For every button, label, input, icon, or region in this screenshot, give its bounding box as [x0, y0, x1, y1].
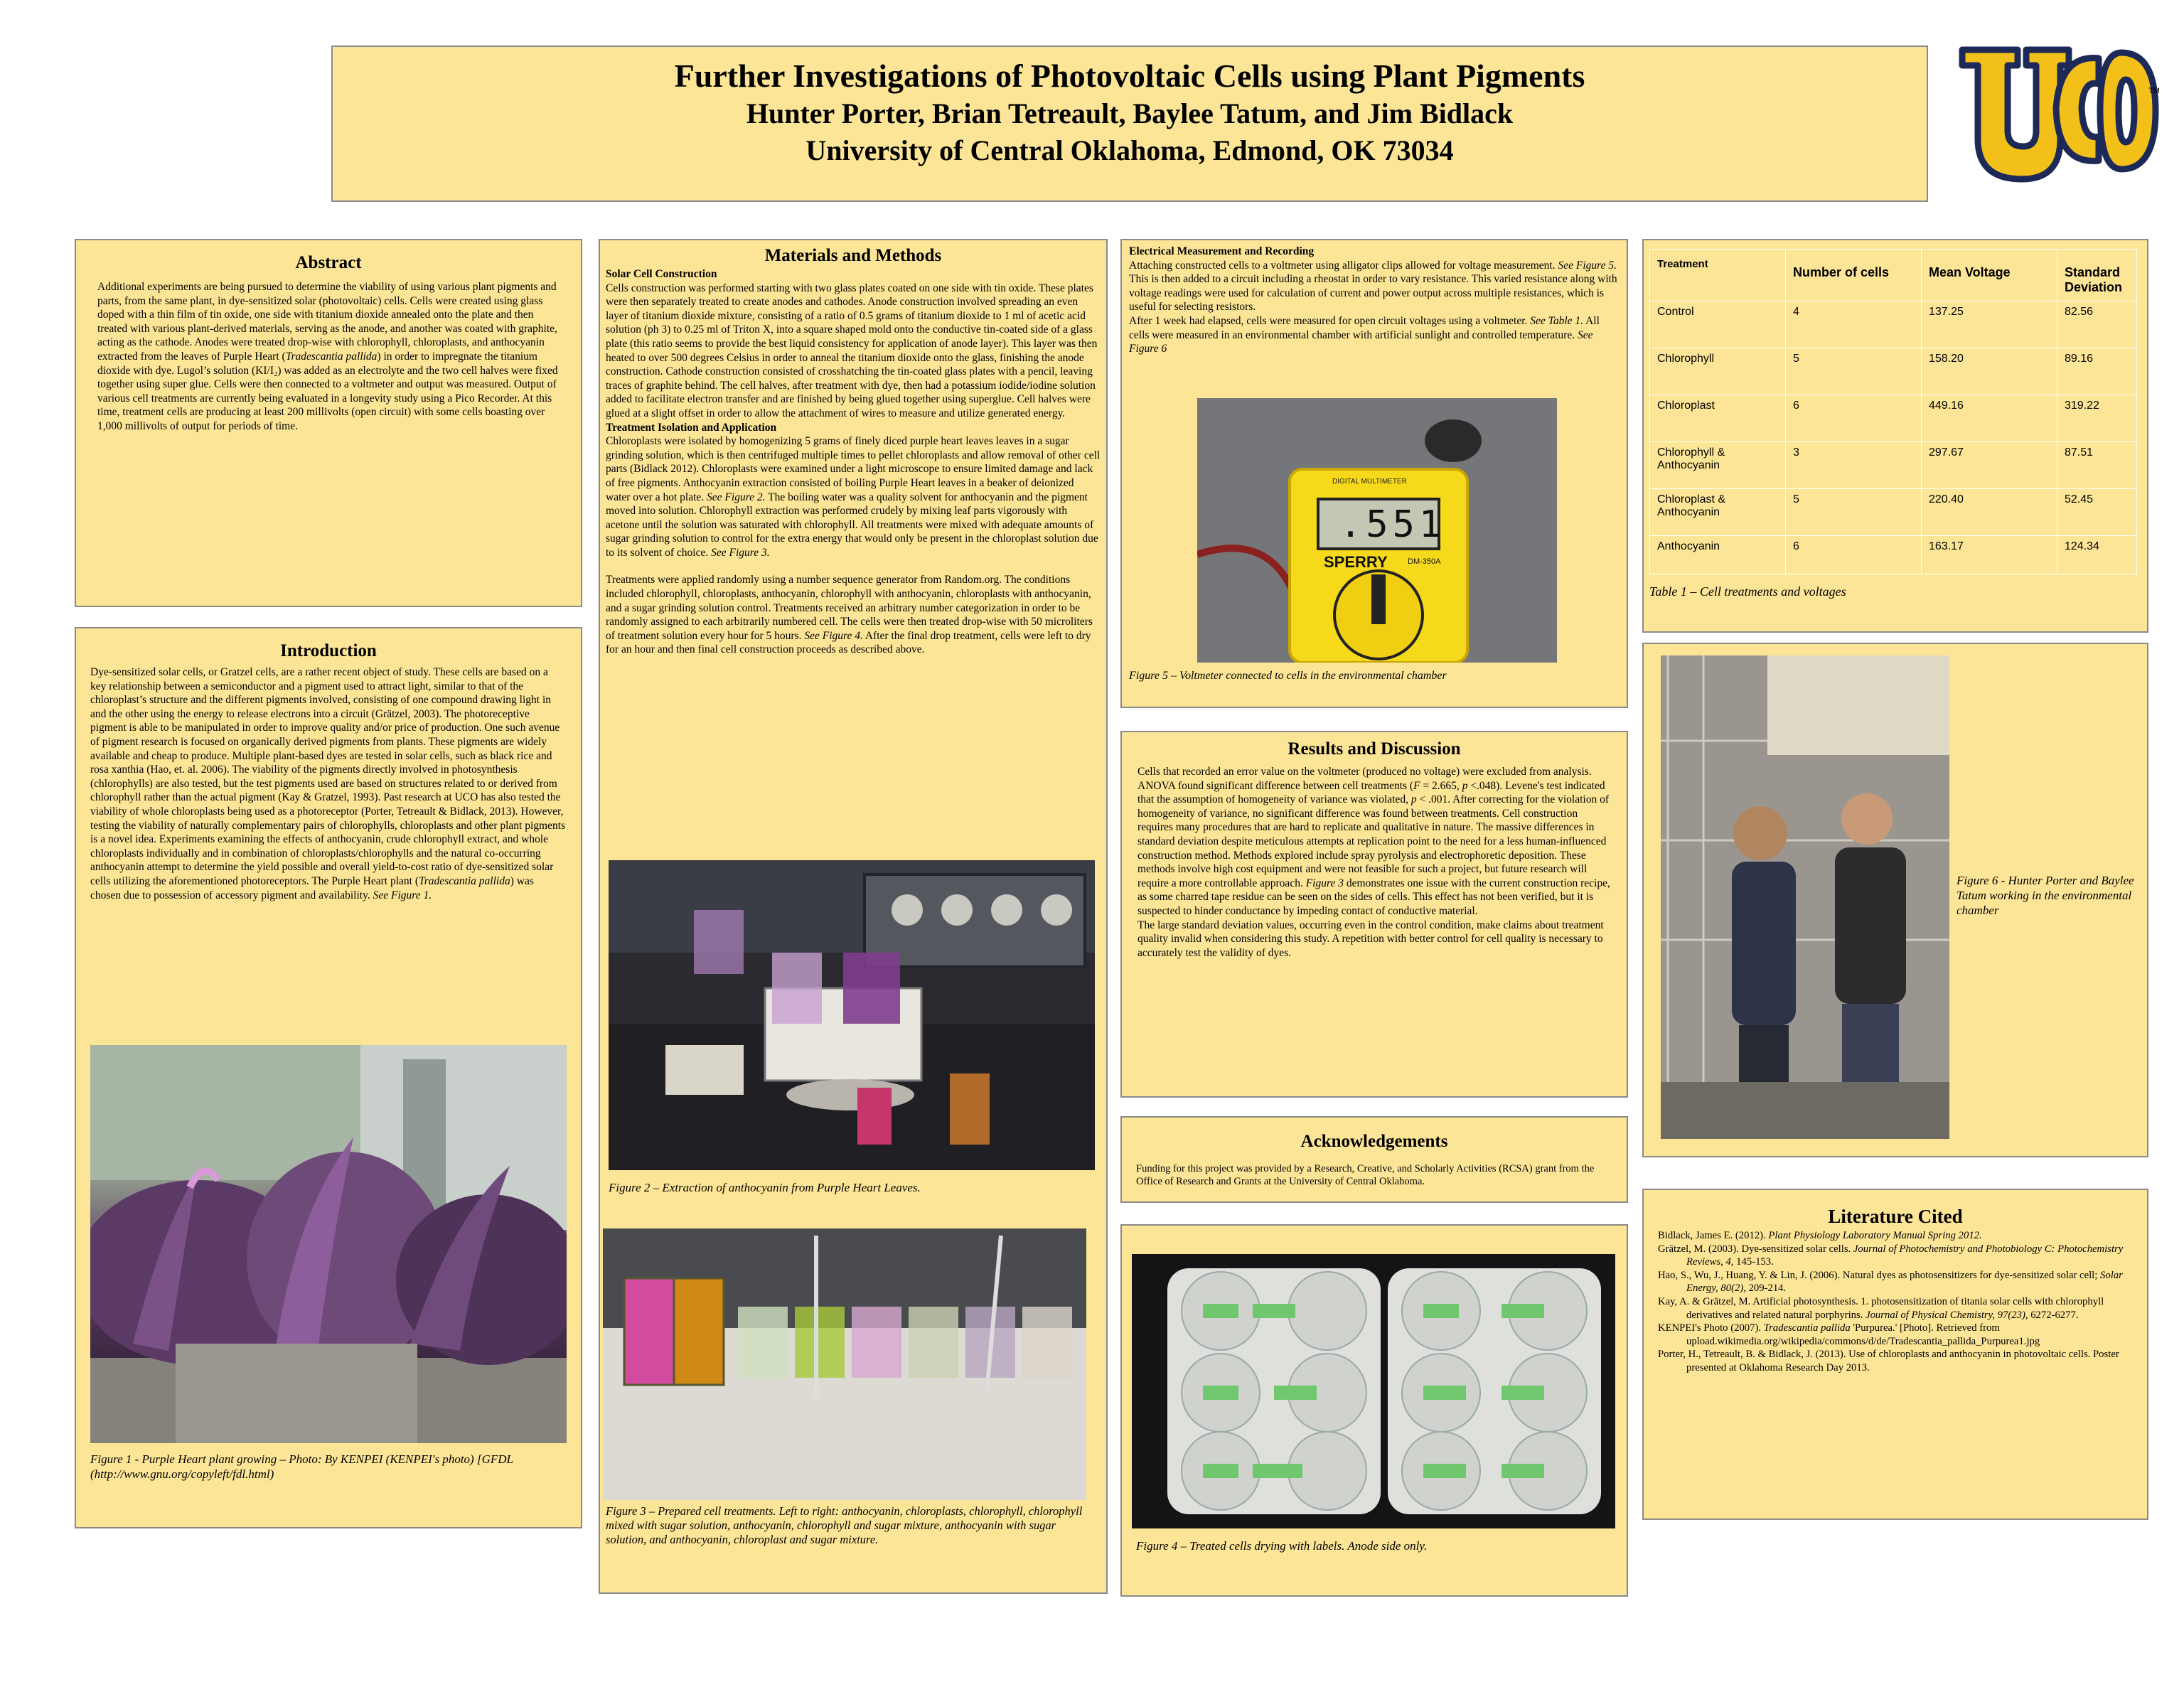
- table-cell: Chlorophyll: [1650, 348, 1786, 395]
- reference-italic: Journal of Photochemistry and Photobiology C: Photochemistry Reviews, 4,: [1686, 1243, 2124, 1268]
- introduction-text: [90, 665, 567, 902]
- methods-text-3: [606, 573, 1101, 657]
- methods-text-2a: Chloroplasts were isolated by homogenizing 5 grams of finely diced purple heart leaves leaves in a sugar grinding solution, which is then centrifuged multiple times to pellet chloroplasts and allow removal of other cell parts (Bidlack 2012). Chloroplasts were examined under a light microscope to ensure limited damage and lack of free pigments. Anthocyanin extraction consisted of boiling Purple Heart leaves in a beaker of deionized water over a hot plate.: [606, 435, 1101, 503]
- table-header: Treatment: [1650, 250, 1786, 301]
- figure3-photo: [603, 1228, 1086, 1500]
- reference-text: Kay, A. & Grätzel, M. Artificial photosynthesis. 1. photosensitization of titania solar cells with chlorophyll derivatives and related natural porphyrins.: [1658, 1295, 2104, 1321]
- uco-logo-graphic: [1956, 37, 2163, 193]
- intro-species: Tradescantia pallida: [418, 874, 510, 887]
- table-cell: Chlorophyll & Anthocyanin: [1650, 442, 1786, 489]
- table-cell: 137.25: [1922, 301, 2057, 348]
- figure2-caption: Figure 2 – Extraction of anthocyanin from Purple Heart Leaves.: [609, 1181, 921, 1194]
- table-cell: 163.17: [1922, 536, 2057, 574]
- figure5-photo: [1197, 398, 1557, 663]
- electrical-panel: [1120, 239, 1628, 708]
- results-text-e: demonstrates one issue with the current construction recipe, as some charred tape residue can be seen on the sides of cells. This effect has not been verified, but it is suspected to hinder conductance by impeding contact of conductive material.: [1138, 877, 1610, 917]
- electrical-see-fig5: See Figure 5.: [1558, 259, 1617, 272]
- electrical-text-b: This is then added to a circuit including a rheostat in order to vary resistance. This varied resistance along with voltage readings were used for calculation of current and power output across multiple resistances, which is useful for selecting resistors.: [1129, 273, 1617, 314]
- electrical-text-1: [1129, 259, 1620, 314]
- methods-text-1: Cells construction was performed starting with two glass plates coated on one side with tin oxide. These plates were then separately treated to create anodes and cathodes. Anode construction involved spreading an even layer of titanium dioxide mixture, consisting of a ratio of 0.5 grams of titanium dioxide to 1 ml of acetic acid solution (ph 3) to 0.25 ml of Triton X, into a square shaped mold onto the conductive tin-coated side of a glass plate (this ratio seems to provide the best liquid consistency for application of anode layer). This layer was then heated to over 500 degrees Celsius in order to anneal the titanium dioxide onto the glass, finishing the anode construction. Cathode construction consisted of crosshatching the tin-coated glass plates with a pencil, leaving traces of graphite behind. The cell halves, after treatment with dye, then had a potassium iodide/iodine solution added to facilitate electron transfer and are finished by being glued together using superglue. Cell halves were glued at a slight offset in order to allow the attachment of wires to measure and utilize generated energy.: [606, 282, 1098, 419]
- table-cell: 6: [1786, 395, 1922, 442]
- environmental-chamber-graphic: [1661, 655, 1949, 1139]
- results-see-fig3: Figure 3: [1305, 877, 1344, 889]
- table-cell: 297.67: [1922, 442, 2057, 489]
- uco-logo: [1956, 37, 2163, 193]
- reference-item: [1658, 1295, 2133, 1322]
- electrical-sub: Electrical Measurement and Recording: [1129, 245, 1315, 257]
- results-text-1: [1138, 765, 1611, 919]
- table-row: [1650, 536, 2137, 574]
- reference-text: 6272-6277.: [2028, 1309, 2079, 1321]
- cell-treatment-table: [1649, 249, 2137, 574]
- methods-see-fig3: See Figure 3.: [711, 546, 770, 559]
- results-text-b: = 2.665,: [1420, 779, 1462, 792]
- acknowledgements-panel: [1120, 1116, 1628, 1203]
- table-cell: 5: [1786, 489, 1922, 536]
- table-cell: 52.45: [2057, 489, 2137, 536]
- table-cell: 158.20: [1922, 348, 2057, 395]
- figure4-photo: [1132, 1254, 1615, 1528]
- results-text-d: < .001. After correcting for the violation of homogeneity of variance, no significant difference was found between treatments. Cell construction requires many procedures that are hard to replicate and qualitative in nature. The massive differences in standard deviation despite meticulous attempts at replication point to the need for a less human-influenced construction method. Methods explored include spray pyrolysis and electrophoretic deposition. These methods involve high cost equipment and were not feasible for such a project, but future research will require a more controllable approach.: [1138, 793, 1610, 889]
- poster-title: Further Investigations of Photovoltaic Cells using Plant Pigments: [674, 58, 1585, 94]
- literature-list: [1658, 1229, 2133, 1375]
- results-text: [1138, 765, 1611, 960]
- intro-see-figure: See Figure 1.: [373, 889, 432, 901]
- table-header: Standard Deviation: [2057, 250, 2137, 301]
- table1-caption: Table 1 – Cell treatments and voltages: [1649, 584, 1846, 599]
- meter-model: DM-350A: [1408, 557, 1441, 566]
- figure6-photo: [1661, 655, 1949, 1139]
- introduction-panel: [75, 627, 582, 1528]
- purple-heart-plant-graphic: [90, 1045, 567, 1443]
- table-header: Mean Voltage: [1922, 250, 2057, 301]
- electrical-text-a: Attaching constructed cells to a voltmeter using alligator clips allowed for voltage measurement.: [1129, 259, 1558, 272]
- results-text-c: <.048). Levene's test indicated that the assumption of homogeneity of variance was violated,: [1138, 779, 1605, 806]
- electrical-text-d: All cells were measured in an environmental chamber with artificial sunlight and controlled temperature.: [1129, 314, 1600, 341]
- figure5-caption: Figure 5 – Voltmeter connected to cells in the environmental chamber: [1129, 670, 1447, 682]
- table-cell: 319.22: [2057, 395, 2137, 442]
- methods-text-2b: The boiling water was a quality solvent for anthocyanin and the pigment moved into solution. Chlorophyll extraction was performed crudely by mixing leaf parts vigorously with acetone until the solution was saturated with chlorophyll. All treatments were mixed with adequate amounts of sugar grinding solution to control for the extra energy that would only be present in the chloroplast solution due to its solvent of choice.: [606, 491, 1098, 559]
- reference-text: Bidlack, James E. (2012).: [1658, 1230, 1769, 1241]
- literature-heading: Literature Cited: [1828, 1206, 1963, 1227]
- acknowledgements-text: Funding for this project was provided by a Research, Creative, and Scholarly Activities (RCSA) grant from the Office of Research and Grants at the University of Central Oklahoma.: [1136, 1162, 1595, 1187]
- abstract-text: [93, 280, 564, 434]
- table-row: [1650, 395, 2137, 442]
- table-cell: 87.51: [2057, 442, 2137, 489]
- table-cell: Chloroplast & Anthocyanin: [1650, 489, 1786, 536]
- table-cell: 4: [1786, 301, 1922, 348]
- figure1-caption: Figure 1 - Purple Heart plant growing – Photo: By KENPEI (KENPEI's photo) [GFDL (http://www.gnu.org/copyleft/fdl.html): [90, 1452, 513, 1481]
- table-cell: 82.56: [2057, 301, 2137, 348]
- electrical-see-fig6: See Figure 6: [1129, 328, 1593, 355]
- table-cell: 124.34: [2057, 536, 2137, 574]
- meter-display: .551: [1339, 503, 1446, 546]
- table-row: [1650, 442, 2137, 489]
- table-cell: 3: [1786, 442, 1922, 489]
- reference-item: [1658, 1229, 2133, 1243]
- table-cell: Anthocyanin: [1650, 536, 1786, 574]
- methods-panel: [599, 239, 1108, 1594]
- results-text-2: The large standard deviation values, occurring even in the control condition, make claims about treatment quality invalid when considering this study. A repetition with better control for cell quality is necessary to accurately test the validity of dyes.: [1138, 919, 1604, 959]
- methods-text-2: [606, 434, 1101, 559]
- reference-item: [1658, 1269, 2133, 1295]
- abstract-text-b: ) in order to impregnate the titanium dioxide with dye. Lugol’s solution (KI/I₂) was added as an electrolyte and the two cell halves were fixed together using super glue. Cells were then connected to a voltmeter and output was measured. Output of various cell treatments are currently being evaluated in a longevity study using a Pico Recorder. At this time, treatment cells are producing at least 200 millivolts (open circuit) with some cells boasting over 1,000 millivolts of output for periods of time.: [97, 350, 558, 432]
- table-cell: 89.16: [2057, 348, 2137, 395]
- table-cell: 220.40: [1922, 489, 2057, 536]
- methods-text: [606, 267, 1101, 657]
- electrical-text-2: [1129, 314, 1620, 356]
- abstract-species: Tradescantia pallida: [285, 350, 378, 363]
- results-panel: [1120, 731, 1628, 1098]
- title-banner: [331, 45, 1928, 202]
- reference-item: [1658, 1322, 2133, 1348]
- reference-italic: Plant Physiology Laboratory Manual Spring 2012.: [1768, 1230, 1982, 1241]
- figure3-caption: Figure 3 – Prepared cell treatments. Left to right: anthocyanin, chloroplasts, chlorophyll, chlorophyll mixed with sugar solution, anthocyanin, chlorophyll and sugar mixture, anthocyanin with sugar solution, and anthocyanin, chloroplast and sugar mixture.: [606, 1504, 1083, 1546]
- poster-affiliation: University of Central Oklahoma, Edmond, OK 73034: [805, 134, 1454, 166]
- prepared-treatments-graphic: [603, 1228, 1086, 1500]
- table-panel: [1642, 239, 2148, 633]
- methods-text-3a: Treatments were applied randomly using a number sequence generator from Random.org. The conditions included chlorophyll, chloroplasts, anthocyanin, chlorophyll with anthocyanin, chloroplasts with anthocyanin, and a sugar grinding solution control. Treatments received an arbitrary number categorization in order to be randomly assigned to each arbitrarily numbered cell. The cells were then treated drop-wise with 50 microliters of treatment solution every hour for 5 hours.: [606, 574, 1093, 642]
- meter-top-label: DIGITAL MULTIMETER: [1332, 478, 1407, 486]
- reference-text: 145-153.: [1733, 1256, 1774, 1268]
- reference-text: KENPEI's Photo (2007).: [1658, 1322, 1764, 1334]
- table-row: [1650, 348, 2137, 395]
- reference-text: 'Purpurea.' [Photo]. Retrieved from upload.wikimedia.org/wikipedia/commons/d/de/Tradescantia_pallida_Purpurea1.jpg: [1686, 1322, 2040, 1347]
- table-cell: Chloroplast: [1650, 395, 1786, 442]
- reference-italic: Tradescantia pallida: [1763, 1322, 1851, 1334]
- results-p-value-2: p: [1410, 793, 1417, 806]
- reference-item: Porter, H., Tetreault, B. & Bidlack, J. (2013). Use of chloroplasts and anthocyanin in photovoltaic cells. Poster presented at Oklahoma Research Day 2013.: [1658, 1349, 2119, 1373]
- results-f-stat: F: [1413, 779, 1420, 792]
- methods-sub-construction: Solar Cell Construction: [606, 268, 717, 280]
- table-row: [1650, 489, 2137, 536]
- reference-text: Grätzel, M. (2003). Dye-sensitized solar cells.: [1658, 1243, 1853, 1255]
- reference-italic: Solar Energy, 80(2),: [1686, 1269, 2123, 1295]
- reference-text: 209-214.: [1745, 1282, 1787, 1295]
- intro-text-a: Dye-sensitized solar cells, or Gratzel cells, are a rather recent object of study. These cells are based on a key relationship between a semiconductor and a pigment used to attract light, similar to that of the chloroplast’s structure and the different pigments involved, consisting of one compound drawing light in and the other using the energy to release electrons into a circuit (Grätzel, 2003). The photoreceptive pigment is able to be manipulated in order to improve quality and/or price of production. One such avenue of pigment research is focused on organically derived pigments from plants. These pigments are widely available and cheap to produce. Multiple plant-based dyes are tested in solar cells, such as black rice and rosa xanthia (Hao, et. al. 2006). The viability of the pigments directly involved in photosynthesis (chlorophylls) are also tested, but the test pigments used are based on structures related to or derived from chlorophyll rather than the actual pigment (Kay & Gratzel, 1993). Past research at UCO has also tested the viability of whole chloroplasts being used as a photoreceptor (Porter, Tetreault & Bidlack, 2013). However, testing the viability of naturally complementary pairs of chlorophylls, chloroplasts and other plant pigments is a novel idea. Experiments examining the effects of anthocyanin, crude chlorophyll extract, and whole chloroplasts individually and in combination of chloroplasts/chlorophylls and the natural co-occurring anthocyanin attempt to determine the yield possible and overall yield-to-cost ratio of dye-sensitized solar cells utilizing the aforementioned photoreceptors. The Purple Heart plant (: [90, 666, 566, 887]
- table-cell: Control: [1650, 301, 1786, 348]
- methods-see-fig4: See Figure 4.: [804, 629, 863, 642]
- literature-panel: [1642, 1189, 2148, 1520]
- table-cell: 449.16: [1922, 395, 2057, 442]
- electrical-text: [1129, 245, 1620, 356]
- anthocyanin-extraction-graphic: [609, 860, 1095, 1170]
- table-cell: 5: [1786, 348, 1922, 395]
- table-header-row: [1650, 250, 2137, 301]
- table-header: Number of cells: [1786, 250, 1922, 301]
- acknowledgements-heading: Acknowledgements: [1300, 1132, 1448, 1151]
- reference-item: [1658, 1243, 2133, 1269]
- methods-see-fig2: See Figure 2.: [707, 491, 766, 503]
- figure4-caption: Figure 4 – Treated cells drying with labels. Anode side only.: [1136, 1539, 1428, 1553]
- intro-text-b: ) was chosen due to possession of accessory pigment and availability.: [90, 874, 534, 901]
- meter-brand: SPERRY: [1324, 553, 1388, 571]
- table-row: [1650, 301, 2137, 348]
- results-text-a: Cells that recorded an error value on the voltmeter (produced no voltage) were excluded from analysis. ANOVA found significant difference between cell treatments (: [1138, 766, 1592, 792]
- methods-heading: Materials and Methods: [764, 246, 942, 265]
- drying-cells-graphic: [1132, 1254, 1615, 1528]
- logo-tm: TM: [2148, 87, 2160, 95]
- poster-authors: Hunter Porter, Brian Tetreault, Baylee Tatum, and Jim Bidlack: [746, 97, 1514, 129]
- results-heading: Results and Discussion: [1288, 739, 1461, 759]
- figure6-caption: Figure 6 - Hunter Porter and Baylee Tatum working in the environmental chamber: [1956, 874, 2134, 917]
- abstract-heading: Abstract: [295, 253, 362, 272]
- methods-sub-treatment: Treatment Isolation and Application: [606, 421, 777, 434]
- electrical-text-c: After 1 week had elapsed, cells were measured for open circuit voltages using a voltmeter.: [1129, 314, 1531, 327]
- reference-text: Hao, S., Wu, J., Huang, Y. & Lin, J. (2006). Natural dyes as photosensitizers for dye-sensitized solar cell;: [1658, 1269, 2101, 1281]
- table-cell: 6: [1786, 536, 1922, 574]
- electrical-see-table1: See Table 1.: [1530, 314, 1584, 327]
- results-p-value: p: [1462, 779, 1468, 792]
- introduction-heading: Introduction: [280, 641, 377, 660]
- figure6-panel: [1642, 643, 2148, 1157]
- abstract-text-a: Additional experiments are being pursued to determine the viability of using various plant pigments and parts, from the same plant, in dye-sensitized solar (photovoltaic) cells. Cells were created using glass doped with a thin film of tin oxide, one side with titanium dioxide annealed onto the plate and then treated with various plant-derived materials, serving as the anode, and another was coated with graphite, acting as the cathode. Anodes were treated drop-wise with chlorophyll, chloroplasts, and anthocyanin extracted from the leaves of Purple Heart (: [97, 281, 557, 363]
- figure2-photo: [609, 860, 1095, 1170]
- figure4-panel: [1120, 1224, 1628, 1597]
- methods-text-3b: After the final drop treatment, cells were left to dry for an hour and then final cell construction proceeds as described above.: [606, 629, 1091, 656]
- figure1-photo: [90, 1045, 567, 1443]
- reference-italic: Journal of Physical Chemistry, 97(23),: [1866, 1309, 2028, 1321]
- abstract-panel: [75, 239, 582, 607]
